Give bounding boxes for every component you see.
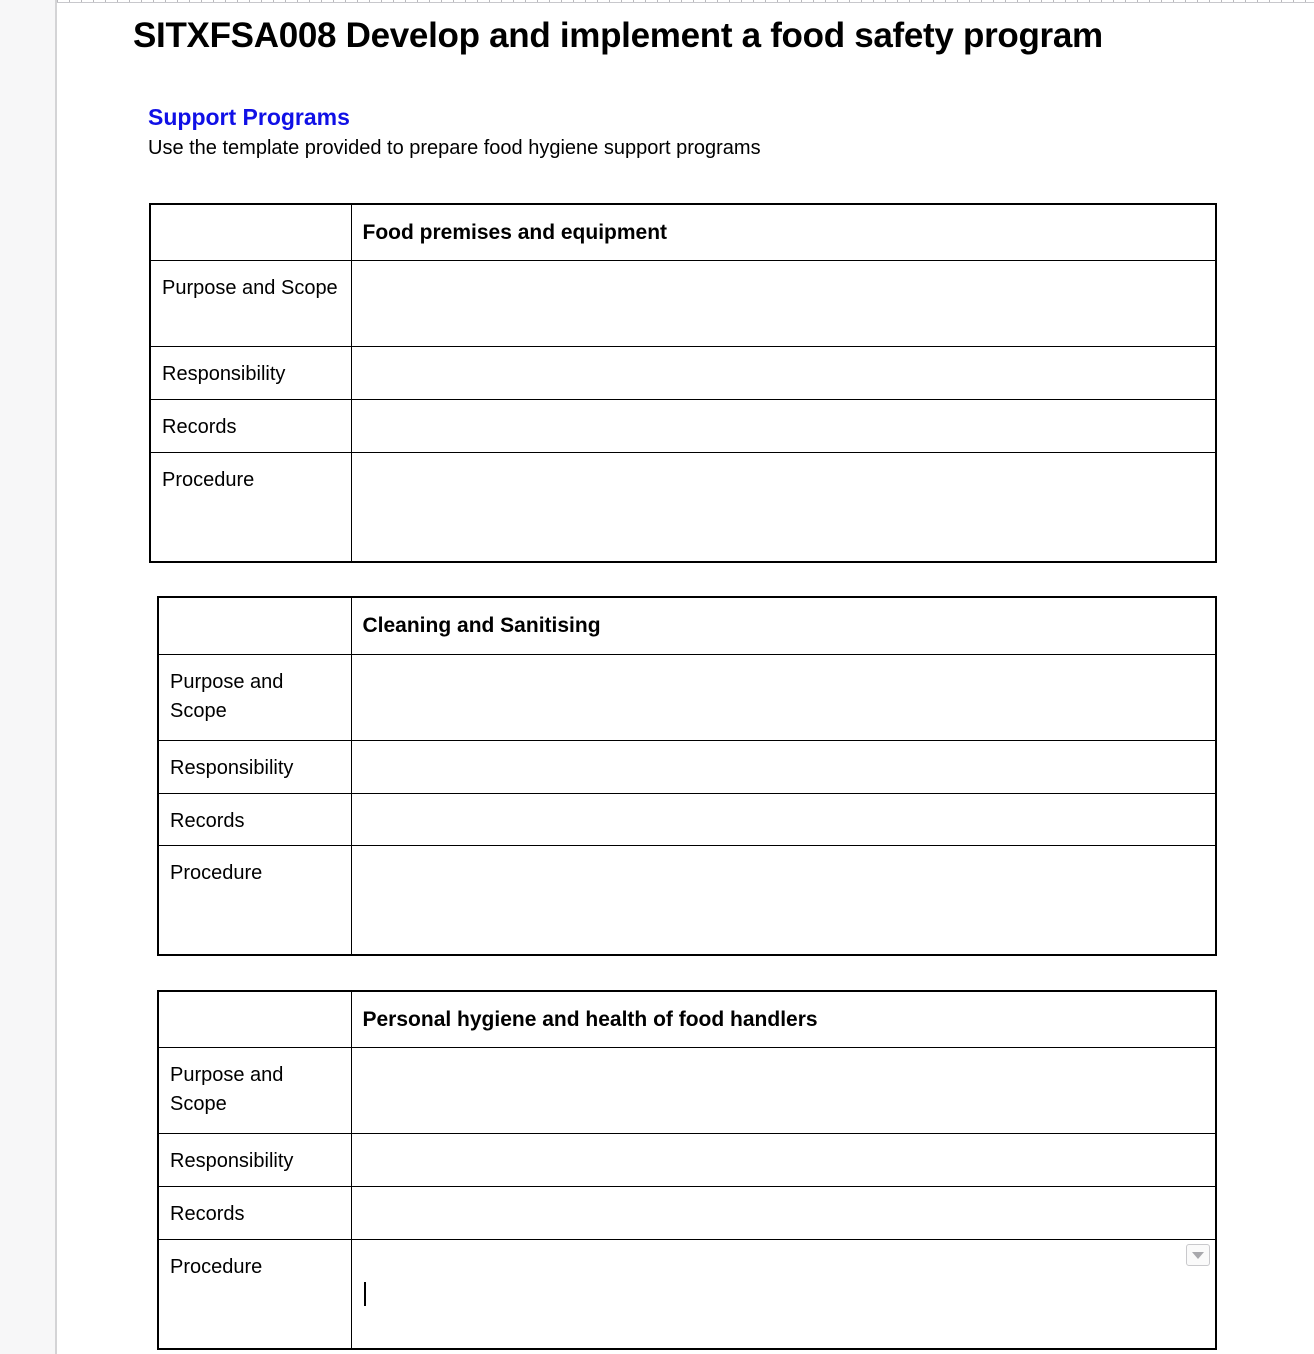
responsibility-input-cell[interactable]	[351, 740, 1216, 793]
row-label-procedure: Procedure	[158, 845, 351, 955]
document-title: SITXFSA008 Develop and implement a food safety program	[133, 16, 1103, 55]
purpose-scope-input-cell[interactable]	[351, 654, 1216, 740]
row-label-purpose-scope: Purpose and Scope	[158, 654, 351, 740]
records-input-cell[interactable]	[351, 1186, 1216, 1239]
cleaning-sanitising-table	[157, 596, 1217, 956]
table-corner-cell[interactable]	[158, 991, 351, 1047]
procedure-input-cell[interactable]	[351, 452, 1216, 562]
responsibility-input-cell[interactable]	[351, 1133, 1216, 1186]
chevron-down-icon	[1192, 1252, 1204, 1259]
table-corner-cell[interactable]	[158, 597, 351, 654]
row-label-purpose-scope: Purpose and Scope	[150, 260, 351, 346]
row-label-responsibility: Responsibility	[158, 740, 351, 793]
table-heading: Personal hygiene and health of food handlers	[351, 991, 1216, 1047]
records-input-cell[interactable]	[351, 399, 1216, 452]
procedure-input-cell[interactable]	[351, 845, 1216, 955]
table-heading: Food premises and equipment	[351, 204, 1216, 260]
page-margin-gutter	[0, 0, 57, 1354]
personal-hygiene-table	[157, 990, 1217, 1350]
section-heading: Support Programs	[148, 104, 350, 130]
row-label-procedure: Procedure	[158, 1239, 351, 1349]
procedure-input-cell[interactable]	[351, 1239, 1216, 1349]
row-label-records: Records	[158, 793, 351, 845]
text-cursor	[364, 1282, 366, 1306]
table-heading: Cleaning and Sanitising	[351, 597, 1216, 654]
responsibility-input-cell[interactable]	[351, 346, 1216, 399]
row-label-records: Records	[158, 1186, 351, 1239]
row-label-procedure: Procedure	[150, 452, 351, 562]
row-label-purpose-scope: Purpose and Scope	[158, 1047, 351, 1133]
row-label-records: Records	[150, 399, 351, 452]
row-label-responsibility: Responsibility	[150, 346, 351, 399]
table-corner-cell[interactable]	[150, 204, 351, 260]
purpose-scope-input-cell[interactable]	[351, 1047, 1216, 1133]
cell-options-button[interactable]	[1186, 1244, 1210, 1266]
top-ruler	[57, 0, 1314, 3]
row-label-responsibility: Responsibility	[158, 1133, 351, 1186]
instructions-text: Use the template provided to prepare food hygiene support programs	[148, 137, 761, 159]
purpose-scope-input-cell[interactable]	[351, 260, 1216, 346]
records-input-cell[interactable]	[351, 793, 1216, 845]
food-premises-table	[149, 203, 1217, 563]
